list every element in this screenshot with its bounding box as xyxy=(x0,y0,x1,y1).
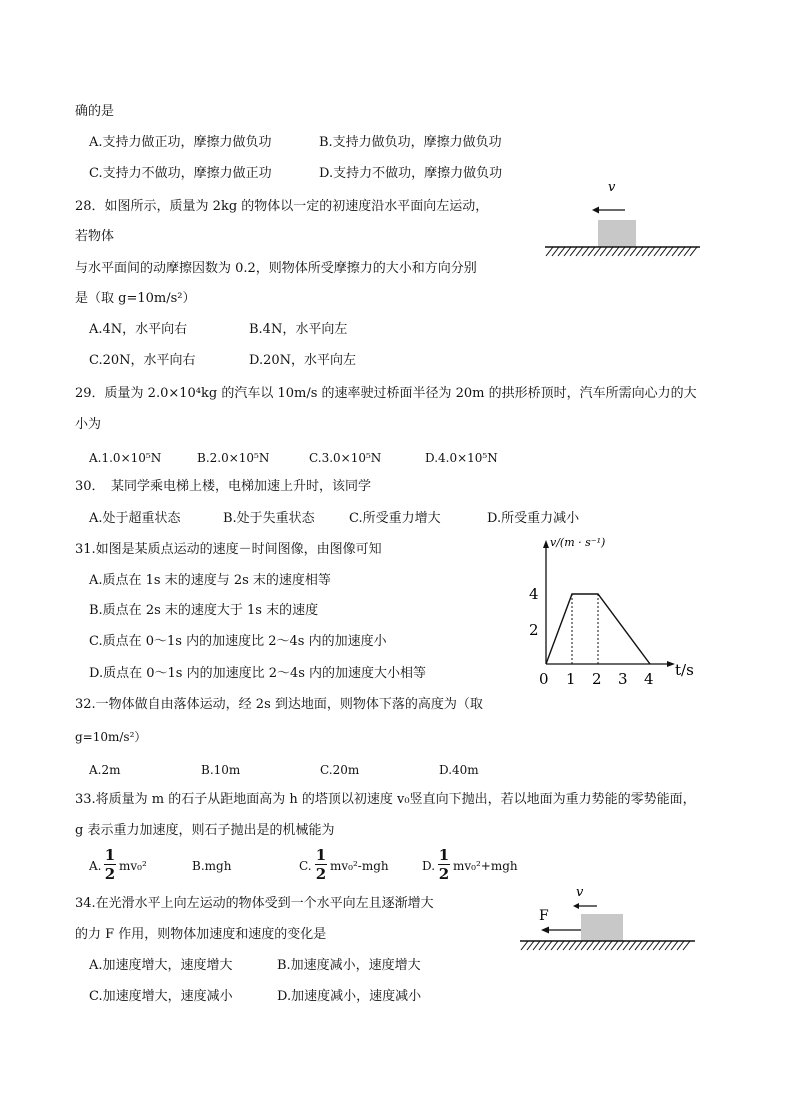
hatch-line xyxy=(654,247,661,256)
q32-option-d: D.40m xyxy=(439,763,479,777)
hatch-line xyxy=(588,247,595,256)
q31-xtick-3: 3 xyxy=(618,670,628,688)
q29-stem-line2: 小为 xyxy=(75,417,102,432)
hatch-line xyxy=(641,941,648,950)
hatch-line xyxy=(648,247,655,256)
q29-option-c: C.3.0×10⁵N xyxy=(309,451,382,465)
q29-option-d: D.4.0×10⁵N xyxy=(425,451,498,465)
q33-stem-line2: g 表示重力加速度，则石子抛出是的机械能为 xyxy=(75,823,335,838)
hatch-line xyxy=(581,941,588,950)
q31-y-axis-arrow xyxy=(543,540,549,548)
q31-option-a: A.质点在 1s 末的速度与 2s 末的速度相等 xyxy=(89,573,331,588)
q27-option-c: C.支持力不做功，摩擦力做正功 xyxy=(89,166,272,181)
q34-option-d: D.加速度减小，速度减小 xyxy=(277,989,422,1004)
q34-velocity-arrowhead xyxy=(573,903,579,909)
q34-ground-hatching xyxy=(521,941,690,950)
q28-block xyxy=(598,220,636,247)
q31-option-b: B.质点在 2s 末的速度大于 1s 末的速度 xyxy=(89,603,319,618)
q33-option-a-frac-num: 1 xyxy=(104,846,116,864)
q34-block xyxy=(581,914,623,941)
q28-stem-line3: 与水平面间的动摩擦因数为 0.2，则物体所受摩擦力的大小和方向分别 xyxy=(75,261,477,276)
q30-option-d: D.所受重力减小 xyxy=(487,511,580,526)
hatch-line xyxy=(623,941,630,950)
q32-option-a: A.2m xyxy=(89,763,121,777)
hatch-line xyxy=(587,941,594,950)
hatch-line xyxy=(683,941,690,950)
q34-stem-line2: 的力 F 作用，则物体加速度和速度的变化是 xyxy=(75,927,327,942)
q33-option-a-prefix: A. xyxy=(89,859,102,873)
q33-option-d-frac-num: 1 xyxy=(438,846,450,864)
q28-option-d: D.20N，水平向左 xyxy=(249,353,357,368)
q28-ground-hatching xyxy=(546,247,697,256)
q30-option-a: A.处于超重状态 xyxy=(89,511,181,526)
q33-stem-line1: 33.将质量为 m 的石子从距地面高为 h 的塔顶以初速度 v₀竖直向下抛出，若以地面为重力势能的零势能面， xyxy=(75,792,696,807)
hatch-line xyxy=(635,941,642,950)
hatch-line xyxy=(660,247,667,256)
q28-option-a: A.4N，水平向右 xyxy=(89,322,188,337)
q28-velocity-label: v xyxy=(608,180,616,195)
hatch-line xyxy=(606,247,613,256)
q34-force-arrowhead xyxy=(541,927,549,934)
hatch-line xyxy=(671,941,678,950)
q33-option-d-prefix: D. xyxy=(422,859,436,873)
hatch-line xyxy=(570,247,577,256)
q28-option-b: B.4N，水平向左 xyxy=(249,322,348,337)
q31-vt-graph xyxy=(520,532,705,690)
q32-option-c: C.20m xyxy=(320,763,360,777)
hatch-line xyxy=(551,941,558,950)
q34-velocity-label: v xyxy=(576,885,584,900)
q32-stem-line2: g=10m/s²） xyxy=(75,730,147,744)
hatch-line xyxy=(600,247,607,256)
hatch-line xyxy=(521,941,528,950)
hatch-line xyxy=(527,941,534,950)
q28-stem-line4: 是（取 g=10m/s²） xyxy=(75,291,196,306)
hatch-line xyxy=(546,247,553,256)
hatch-line xyxy=(690,247,697,256)
hatch-line xyxy=(576,247,583,256)
q33-option-d-frac-den: 2 xyxy=(438,865,450,883)
q31-ytick-2: 2 xyxy=(529,621,539,639)
hatch-line xyxy=(684,247,691,256)
q30-option-b: B.处于失重状态 xyxy=(223,511,315,526)
hatch-line xyxy=(563,941,570,950)
hatch-line xyxy=(678,247,685,256)
hatch-line xyxy=(665,941,672,950)
q27-option-d: D.支持力不做功，摩擦力做负功 xyxy=(319,166,503,181)
q27-tail: 确的是 xyxy=(75,104,115,119)
hatch-line xyxy=(647,941,654,950)
hatch-line xyxy=(624,247,631,256)
hatch-line xyxy=(617,941,624,950)
hatch-line xyxy=(636,247,643,256)
q31-option-c: C.质点在 0～1s 内的加速度比 2～4s 内的加速度小 xyxy=(89,634,387,649)
q31-xtick-1: 1 xyxy=(566,670,576,688)
hatch-line xyxy=(594,247,601,256)
hatch-line xyxy=(659,941,666,950)
q29-option-a: A.1.0×10⁵N xyxy=(89,451,162,465)
q30-option-c: C.所受重力增大 xyxy=(349,511,441,526)
hatch-line xyxy=(612,247,619,256)
hatch-line xyxy=(533,941,540,950)
hatch-line xyxy=(618,247,625,256)
q34-option-a: A.加速度增大，速度增大 xyxy=(89,958,233,973)
q33-option-c-frac-den: 2 xyxy=(315,865,327,883)
q33-option-d-expr: mv₀²+mgh xyxy=(453,859,518,873)
q34-stem-line1: 34.在光滑水平上向左运动的物体受到一个水平向左且逐渐增大 xyxy=(75,896,434,911)
hatch-line xyxy=(552,247,559,256)
q27-option-b: B.支持力做负功，摩擦力做负功 xyxy=(319,135,502,150)
q33-option-c-frac-num: 1 xyxy=(315,846,327,864)
q31-stem: 31.如图是某质点运动的速度－时间图像，由图像可知 xyxy=(75,542,382,557)
hatch-line xyxy=(666,247,673,256)
q28-option-c: C.20N，水平向右 xyxy=(89,353,196,368)
q28-figure xyxy=(540,176,705,268)
q31-ytick-4: 4 xyxy=(529,585,539,603)
q33-option-c-prefix: C. xyxy=(299,859,312,873)
q30-stem: 30． 某同学乘电梯上楼，电梯加速上升时，该同学 xyxy=(75,479,372,494)
hatch-line xyxy=(539,941,546,950)
hatch-line xyxy=(593,941,600,950)
q34-force-label: F xyxy=(539,908,549,924)
q34-option-c: C.加速度增大，速度减小 xyxy=(89,989,233,1004)
hatch-line xyxy=(558,247,565,256)
q32-option-b: B.10m xyxy=(201,763,241,777)
q27-option-a: A.支持力做正功，摩擦力做负功 xyxy=(89,135,272,150)
q31-xtick-4: 4 xyxy=(644,670,654,688)
hatch-line xyxy=(629,941,636,950)
hatch-line xyxy=(611,941,618,950)
hatch-line xyxy=(653,941,660,950)
hatch-line xyxy=(630,247,637,256)
hatch-line xyxy=(582,247,589,256)
q33-option-b: B.mgh xyxy=(192,859,232,873)
hatch-line xyxy=(672,247,679,256)
q34-option-b: B.加速度减小，速度增大 xyxy=(277,958,421,973)
q31-velocity-curve xyxy=(546,594,650,664)
q33-option-a-frac-den: 2 xyxy=(104,865,116,883)
hatch-line xyxy=(642,247,649,256)
q32-stem-line1: 32.一物体做自由落体运动，经 2s 到达地面，则物体下落的高度为（取 xyxy=(75,697,483,712)
hatch-line xyxy=(564,247,571,256)
q28-stem-line2: 若物体 xyxy=(75,229,115,244)
q29-option-b: B.2.0×10⁵N xyxy=(197,451,270,465)
q31-x-axis-label: t/s xyxy=(675,661,694,679)
q31-y-axis-label: v/(m · s⁻¹) xyxy=(550,536,606,549)
q31-option-d: D.质点在 0～1s 内的加速度比 2～4s 内的加速度大小相等 xyxy=(89,666,427,681)
q31-xtick-0: 0 xyxy=(539,670,549,688)
q33-option-c-expr: mv₀²-mgh xyxy=(330,859,389,873)
q33-option-a-expr: mv₀² xyxy=(119,859,147,873)
hatch-line xyxy=(545,941,552,950)
q28-velocity-arrowhead xyxy=(592,207,599,214)
q29-stem-line1: 29．质量为 2.0×10⁴kg 的汽车以 10m/s 的速率驶过桥面半径为 20m 的拱形桥顶时，汽车所需向心力的大 xyxy=(75,386,697,401)
hatch-line xyxy=(599,941,606,950)
hatch-line xyxy=(677,941,684,950)
hatch-line xyxy=(557,941,564,950)
hatch-line xyxy=(569,941,576,950)
q31-xtick-2: 2 xyxy=(592,670,602,688)
hatch-line xyxy=(575,941,582,950)
q31-x-axis-arrow xyxy=(667,661,675,667)
q28-stem-line1: 28．如图所示，质量为 2kg 的物体以一定的初速度沿水平面向左运动， xyxy=(75,199,489,214)
q34-figure xyxy=(515,880,700,960)
hatch-line xyxy=(605,941,612,950)
